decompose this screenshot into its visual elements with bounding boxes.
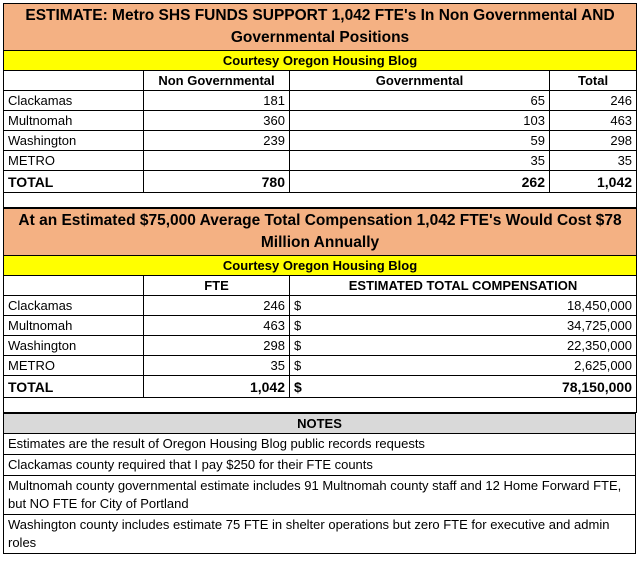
table2-courtesy: Courtesy Oregon Housing Blog <box>4 256 637 276</box>
table-row <box>4 111 637 131</box>
currency-symbol: $ <box>290 336 320 356</box>
gov-value: 103 <box>290 111 550 131</box>
table-row <box>4 131 637 151</box>
row-label: Washington <box>4 131 144 151</box>
gov-value: 65 <box>290 91 550 111</box>
row-label: Clackamas <box>4 296 144 316</box>
table-row <box>4 316 637 336</box>
compensation-value: 34,725,000 <box>320 316 637 336</box>
gov-value: 59 <box>290 131 550 151</box>
total-gov: 262 <box>290 171 550 193</box>
note-item: Washington county includes estimate 75 FTE in shelter operations but zero FTE for executive and admin roles <box>4 515 636 554</box>
row-label: Washington <box>4 336 144 356</box>
table1-title: ESTIMATE: Metro SHS FUNDS SUPPORT 1,042 FTE's In Non Governmental AND Governmental Positions <box>4 4 637 51</box>
header-blank <box>4 71 144 91</box>
row-label: METRO <box>4 151 144 171</box>
table2-title: At an Estimated $75,000 Average Total Compensation 1,042 FTE's Would Cost $78 Million Annually <box>4 209 637 256</box>
fte-table <box>3 3 637 208</box>
total-value: 463 <box>550 111 637 131</box>
compensation-value: 18,450,000 <box>320 296 637 316</box>
currency-symbol: $ <box>290 376 320 398</box>
total-label: TOTAL <box>4 171 144 193</box>
spreadsheet <box>3 3 636 554</box>
fte-value: 298 <box>144 336 290 356</box>
total-value: 246 <box>550 91 637 111</box>
compensation-table <box>3 208 637 413</box>
table-row <box>4 336 637 356</box>
spacer-row <box>4 398 637 413</box>
total-nongov: 780 <box>144 171 290 193</box>
header-total: Total <box>550 71 637 91</box>
total-row <box>4 376 637 398</box>
total-value: 35 <box>550 151 637 171</box>
note-item: Clackamas county required that I pay $250 for their FTE counts <box>4 455 636 476</box>
total-compensation: 78,150,000 <box>320 376 637 398</box>
header-compensation: ESTIMATED TOTAL COMPENSATION <box>290 276 637 296</box>
header-fte: FTE <box>144 276 290 296</box>
currency-symbol: $ <box>290 296 320 316</box>
fte-value: 246 <box>144 296 290 316</box>
compensation-value: 22,350,000 <box>320 336 637 356</box>
table-row <box>4 91 637 111</box>
row-label: Multnomah <box>4 316 144 336</box>
total-label: TOTAL <box>4 376 144 398</box>
table-row <box>4 151 637 171</box>
currency-symbol: $ <box>290 316 320 336</box>
total-total: 1,042 <box>550 171 637 193</box>
total-row <box>4 171 637 193</box>
notes-header: NOTES <box>4 414 636 434</box>
note-item: Estimates are the result of Oregon Housing Blog public records requests <box>4 434 636 455</box>
table-row <box>4 296 637 316</box>
note-item: Multnomah county governmental estimate includes 91 Multnomah county staff and 12 Home Forward FTE, but NO FTE for City of Portland <box>4 476 636 515</box>
row-label: METRO <box>4 356 144 376</box>
notes-table <box>3 413 636 554</box>
nongov-value: 360 <box>144 111 290 131</box>
gov-value: 35 <box>290 151 550 171</box>
table-row <box>4 356 637 376</box>
header-governmental: Governmental <box>290 71 550 91</box>
row-label: Clackamas <box>4 91 144 111</box>
table1-courtesy: Courtesy Oregon Housing Blog <box>4 51 637 71</box>
nongov-value: 181 <box>144 91 290 111</box>
row-label: Multnomah <box>4 111 144 131</box>
nongov-value <box>144 151 290 171</box>
header-non-governmental: Non Governmental <box>144 71 290 91</box>
currency-symbol: $ <box>290 356 320 376</box>
fte-value: 35 <box>144 356 290 376</box>
spacer-row <box>4 193 637 208</box>
total-value: 298 <box>550 131 637 151</box>
fte-value: 463 <box>144 316 290 336</box>
header-blank <box>4 276 144 296</box>
total-fte: 1,042 <box>144 376 290 398</box>
compensation-value: 2,625,000 <box>320 356 637 376</box>
nongov-value: 239 <box>144 131 290 151</box>
